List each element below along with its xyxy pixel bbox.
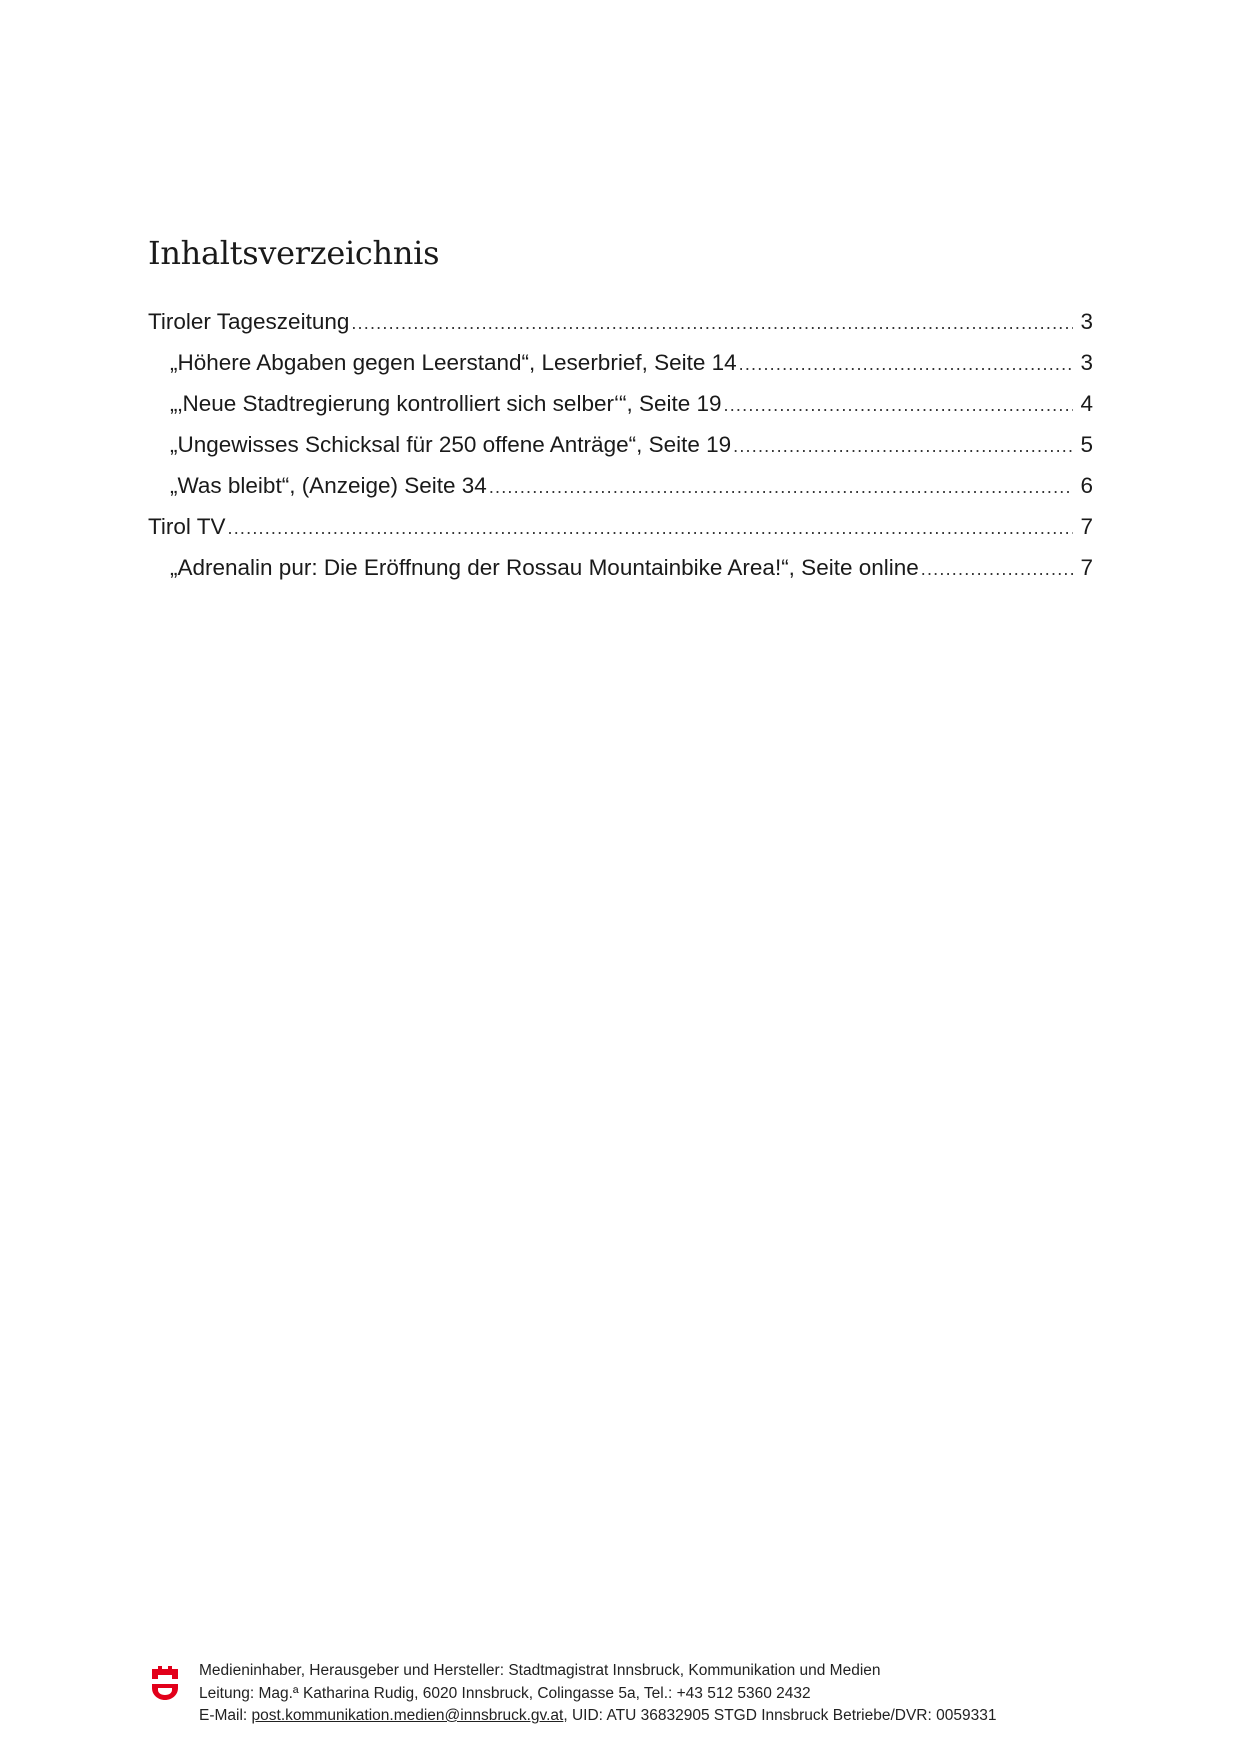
toc-entry[interactable] <box>148 388 1093 429</box>
toc-page-number: 5 <box>1080 432 1093 457</box>
toc-entry[interactable] <box>148 552 1093 593</box>
toc-entry-text: „Höhere Abgaben gegen Leerstand“, Leserbrief, Seite 14 <box>170 350 737 375</box>
toc-page-number: 3 <box>1080 350 1093 375</box>
footer-email-label: E-Mail: <box>199 1707 252 1724</box>
innsbruck-logo-icon <box>150 1663 180 1703</box>
page-footer <box>150 1660 1110 1730</box>
footer-imprint <box>199 1660 996 1728</box>
toc-entry-text: Tirol TV <box>148 514 226 539</box>
footer-line-contact: Leitung: Mag.ª Katharina Rudig, 6020 Innsbruck, Colingasse 5a, Tel.: +43 512 5360 2432 <box>199 1684 811 1702</box>
toc-page-number: 7 <box>1080 555 1093 580</box>
toc-dot-leader <box>351 307 1073 339</box>
toc-entry[interactable] <box>148 347 1093 388</box>
footer-email-link[interactable]: post.kommunikation.medien@innsbruck.gv.at <box>251 1707 564 1724</box>
toc-entry[interactable] <box>148 470 1093 511</box>
toc-heading: Inhaltsverzeichnis <box>148 234 440 272</box>
toc-entry[interactable] <box>148 429 1093 470</box>
footer-line-publisher: Medieninhaber, Herausgeber und Hersteller: Stadtmagistrat Innsbruck, Kommunikation und Medien <box>199 1662 881 1679</box>
toc-dot-leader <box>489 471 1073 503</box>
toc-entry-text: „Was bleibt“, (Anzeige) Seite 34 <box>170 473 487 498</box>
toc-entry-text: „‚Neue Stadtregierung kontrolliert sich selber‘“, Seite 19 <box>170 391 722 416</box>
table-of-contents <box>148 306 1093 593</box>
toc-page-number: 3 <box>1080 309 1093 334</box>
toc-page-number: 4 <box>1080 391 1093 416</box>
toc-dot-leader <box>921 553 1073 585</box>
toc-dot-leader <box>733 430 1073 462</box>
toc-dot-leader <box>228 512 1073 544</box>
toc-dot-leader <box>739 348 1073 380</box>
toc-entry-text: „Adrenalin pur: Die Eröffnung der Rossau Mountainbike Area!“, Seite online <box>170 555 919 580</box>
toc-entry-text: „Ungewisses Schicksal für 250 offene Anträge“, Seite 19 <box>170 432 732 457</box>
toc-dot-leader <box>724 389 1073 421</box>
footer-uid: , UID: ATU 36832905 STGD Innsbruck Betriebe/DVR: 0059331 <box>563 1707 997 1724</box>
toc-page-number: 6 <box>1080 473 1093 498</box>
toc-entry[interactable] <box>148 511 1093 552</box>
toc-page-number: 7 <box>1080 514 1093 539</box>
footer-line-email <box>199 1705 996 1728</box>
toc-entry[interactable] <box>148 306 1093 347</box>
toc-entry-text: Tiroler Tageszeitung <box>148 309 350 334</box>
